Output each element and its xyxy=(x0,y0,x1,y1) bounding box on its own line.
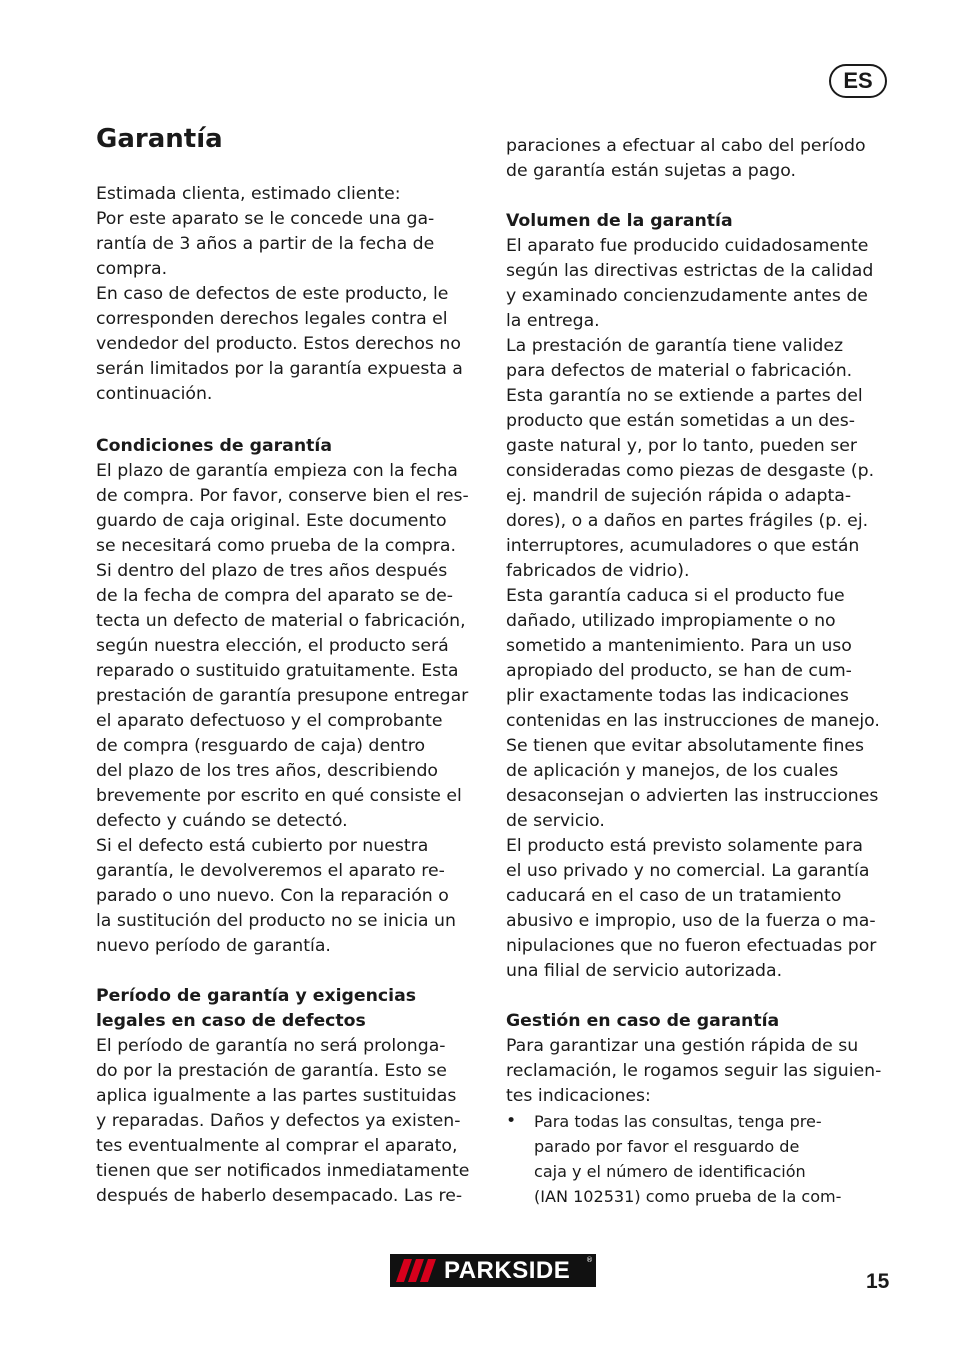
slash-stripes-icon xyxy=(390,1254,438,1287)
text-line: de garantía están sujetas a pago. xyxy=(506,161,797,181)
paragraph xyxy=(96,182,488,407)
text-line: tes indicaciones: xyxy=(506,1086,651,1106)
text-line: del plazo de los tres años, describiendo xyxy=(96,761,439,781)
text-line: El plazo de garantía empieza con la fecha xyxy=(96,461,458,481)
text-line: Condiciones de garantía xyxy=(96,436,332,456)
text-line: nipulaciones que no fueron efectuadas por xyxy=(506,936,877,956)
paragraph xyxy=(506,234,898,984)
text-line: tecta un defecto de material o fabricación, xyxy=(96,611,466,631)
parkside-logo xyxy=(390,1254,596,1287)
text-line: garantía, le devolveremos el aparato re- xyxy=(96,861,445,881)
text-line: (IAN 102531) como prueba de la com- xyxy=(534,1187,842,1206)
text-line: brevemente por escrito en qué consiste el xyxy=(96,786,462,806)
text-line: Para garantizar una gestión rápida de su xyxy=(506,1036,859,1056)
text-line: tienen que ser notificados inmediatamente xyxy=(96,1161,470,1181)
text-line: nuevo período de garantía. xyxy=(96,936,331,956)
text-line: según nuestra elección, el producto será xyxy=(96,636,449,656)
text-line: vendedor del producto. Estos derechos no xyxy=(96,334,461,354)
text-line: la sustitución del producto no se inicia un xyxy=(96,911,456,931)
text-line: Esta garantía no se extiende a partes del xyxy=(506,386,863,406)
text-line: interruptores, acumuladores o que están xyxy=(506,536,860,556)
text-line: Estimada clienta, estimado cliente: xyxy=(96,184,401,204)
text-line: producto que están sometidas a un des- xyxy=(506,411,856,431)
text-line: parado o uno nuevo. Con la reparación o xyxy=(96,886,449,906)
bullet-dot: • xyxy=(506,1111,517,1131)
text-line: tes eventualmente al comprar el aparato, xyxy=(96,1136,458,1156)
text-line: aplica igualmente a las partes sustituidas xyxy=(96,1086,457,1106)
text-line: El aparato fue producido cuidadosamente xyxy=(506,236,869,256)
section-heading xyxy=(506,1009,898,1034)
text-line: desaconsejan o advierten las instrucciones xyxy=(506,786,879,806)
text-line: fabricados de vidrio). xyxy=(506,561,690,581)
text-line: el uso privado y no comercial. La garantía xyxy=(506,861,870,881)
paragraph xyxy=(506,1034,898,1109)
text-line: plir exactamente todas las indicaciones xyxy=(506,686,849,706)
text-line: y examinado concienzudamente antes de xyxy=(506,286,868,306)
text-line: de aplicación y manejos, de los cuales xyxy=(506,761,839,781)
brand-name: PARKSIDE xyxy=(444,1256,571,1284)
page-title: Garantía xyxy=(96,124,223,154)
text-line: sometido a mantenimiento. Para un uso xyxy=(506,636,852,656)
text-line: después de haberlo desempacado. Las re- xyxy=(96,1186,463,1206)
text-line: Si el defecto está cubierto por nuestra xyxy=(96,836,429,856)
section-heading xyxy=(506,209,898,234)
page-number: 15 xyxy=(866,1270,890,1293)
text-line: de compra (resguardo de caja) dentro xyxy=(96,736,426,756)
text-line: Para todas las consultas, tenga pre- xyxy=(534,1112,822,1131)
bullet-item xyxy=(506,1109,898,1209)
text-line: contenidas en las instrucciones de manejo. xyxy=(506,711,880,731)
text-line: el aparato defectuoso y el comprobante xyxy=(96,711,443,731)
text-line: de compra. Por favor, conserve bien el res- xyxy=(96,486,469,506)
paragraph xyxy=(96,1034,488,1209)
text-line: defecto y cuándo se detectó. xyxy=(96,811,348,831)
text-line: continuación. xyxy=(96,384,213,404)
text-line: Se tienen que evitar absolutamente fines xyxy=(506,736,865,756)
paragraph xyxy=(506,134,898,184)
text-line: dores), o a daños en partes frágiles (p. ej. xyxy=(506,511,869,531)
text-line: Gestión en caso de garantía xyxy=(506,1011,780,1031)
text-line: de servicio. xyxy=(506,811,605,831)
text-line: y reparadas. Daños y defectos ya existen- xyxy=(96,1111,461,1131)
text-line: serán limitados por la garantía expuesta a xyxy=(96,359,463,379)
text-line: se necesitará como prueba de la compra. xyxy=(96,536,456,556)
text-line: Volumen de la garantía xyxy=(506,211,733,231)
text-line: apropiado del producto, se han de cum- xyxy=(506,661,852,681)
text-line: para defectos de material o fabricación. xyxy=(506,361,853,381)
text-line: Por este aparato se le concede una ga- xyxy=(96,209,435,229)
registered-mark: ® xyxy=(586,1256,593,1264)
text-line: El período de garantía no será prolonga- xyxy=(96,1036,446,1056)
text-line: Período de garantía y exigencias xyxy=(96,986,417,1006)
text-line: En caso de defectos de este producto, le xyxy=(96,284,449,304)
text-line: caducará en el caso de un tratamiento xyxy=(506,886,842,906)
text-line: prestación de garantía presupone entregar xyxy=(96,686,469,706)
text-line: do por la prestación de garantía. Esto se xyxy=(96,1061,447,1081)
section-heading xyxy=(96,434,488,459)
text-line: Si dentro del plazo de tres años después xyxy=(96,561,448,581)
paragraph xyxy=(96,459,488,959)
text-line: guardo de caja original. Este documento xyxy=(96,511,447,531)
text-line: rantía de 3 años a partir de la fecha de xyxy=(96,234,435,254)
text-line: legales en caso de defectos xyxy=(96,1011,366,1031)
section-heading xyxy=(96,984,488,1034)
text-line: caja y el número de identificación xyxy=(534,1162,806,1181)
text-line: parado por favor el resguardo de xyxy=(534,1137,800,1156)
text-line: según las directivas estrictas de la calidad xyxy=(506,261,874,281)
text-line: dañado, utilizado impropiamente o no xyxy=(506,611,836,631)
text-line: compra. xyxy=(96,259,168,279)
text-line: El producto está previsto solamente para xyxy=(506,836,863,856)
text-line: corresponden derechos legales contra el xyxy=(96,309,448,329)
text-line: reclamación, le rogamos seguir las siguien- xyxy=(506,1061,882,1081)
text-line: la entrega. xyxy=(506,311,600,331)
text-line: una filial de servicio autorizada. xyxy=(506,961,783,981)
text-line: consideradas como piezas de desgaste (p. xyxy=(506,461,875,481)
text-line: Esta garantía caduca si el producto fue xyxy=(506,586,845,606)
text-line: paraciones a efectuar al cabo del período xyxy=(506,136,866,156)
text-line: La prestación de garantía tiene validez xyxy=(506,336,844,356)
text-line: abusivo e impropio, uso de la fuerza o ma- xyxy=(506,911,876,931)
text-line: de la fecha de compra del aparato se de- xyxy=(96,586,453,606)
text-line: ej. mandril de sujeción rápida o adapta- xyxy=(506,486,852,506)
text-line: gaste natural y, por lo tanto, pueden ser xyxy=(506,436,857,456)
language-badge: ES xyxy=(829,64,887,98)
text-line: reparado o sustituido gratuitamente. Esta xyxy=(96,661,459,681)
